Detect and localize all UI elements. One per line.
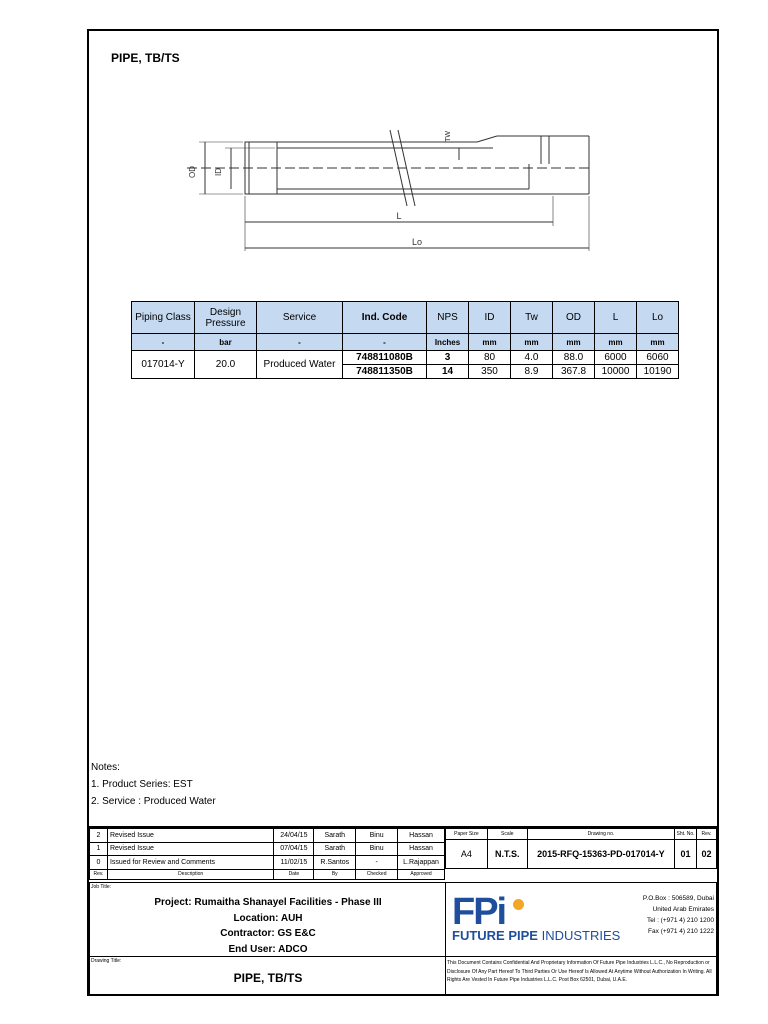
page-title: PIPE, TB/TS <box>111 51 180 65</box>
od-cell: 88.0 <box>553 351 595 365</box>
l-cell: 6000 <box>595 351 637 365</box>
rev-by: Sarath <box>314 829 356 843</box>
id-label: ID <box>214 168 223 176</box>
rev-number: 1 <box>90 842 108 856</box>
od-cell: 367.8 <box>553 365 595 379</box>
rev-approved: L.Rajappan <box>398 856 445 870</box>
spec-table <box>131 301 679 379</box>
project-contractor: Contractor: GS E&C <box>220 928 316 939</box>
id-cell: 350 <box>469 365 511 379</box>
rev-checked: Binu <box>356 829 398 843</box>
header-l: L <box>595 302 637 334</box>
ind-code-cell: 748811080B <box>343 351 427 365</box>
l-label: L <box>396 211 402 221</box>
rev-number: 2 <box>90 829 108 843</box>
rev-value: 02 <box>697 840 717 869</box>
lo-label: Lo <box>411 237 423 247</box>
rev-approved: Hassan <box>398 829 445 843</box>
revision-row <box>90 842 445 856</box>
lo-cell: 10190 <box>637 365 679 379</box>
id-cell: 80 <box>469 351 511 365</box>
note-item: 2. Service : Produced Water <box>91 796 216 807</box>
sheet-info-table <box>445 828 717 869</box>
drawing-title-value: PIPE, TB/TS <box>233 971 303 985</box>
lo-cell: 6060 <box>637 351 679 365</box>
company-box <box>445 882 717 957</box>
notes-heading: Notes: <box>91 762 120 773</box>
rev-description: Revised Issue <box>107 842 273 856</box>
header-service: Service <box>257 302 343 334</box>
paper-size-value: A4 <box>446 840 488 869</box>
paper-size-label: Paper Size <box>446 829 488 840</box>
header-lo: Lo <box>637 302 679 334</box>
spec-header-row <box>132 302 679 334</box>
job-title-label: Job Title: <box>91 884 112 890</box>
address-line: Fax (+971 4) 210 1222 <box>648 928 714 935</box>
company-name-bold: FUTURE PIPE <box>452 928 538 943</box>
unit-cell: - <box>132 334 195 351</box>
rev-description: Issued for Review and Comments <box>107 856 273 870</box>
unit-cell: mm <box>553 334 595 351</box>
project-end-user: End User: ADCO <box>228 943 308 955</box>
pipe-drawing <box>177 126 597 286</box>
rev-by: Sarath <box>314 842 356 856</box>
rev-header: Checked <box>356 869 398 879</box>
drawing-no-value: 2015-RFQ-15363-PD-017014-Y <box>527 840 674 869</box>
revision-row <box>90 829 445 843</box>
sheet-no-label: Sht. No. <box>675 829 697 840</box>
scale-label: Scale <box>487 829 527 840</box>
drawing-title-box <box>89 956 446 996</box>
project-name: Project: Rumaitha Shanayel Facilities - Phase III <box>154 897 382 908</box>
company-name-rest: INDUSTRIES <box>537 928 621 943</box>
rev-label: Rev. <box>697 829 717 840</box>
company-address <box>643 893 714 937</box>
rev-approved: Hassan <box>398 842 445 856</box>
job-title-box <box>89 882 446 957</box>
note-item: 1. Product Series: EST <box>91 779 193 790</box>
revision-header-row <box>90 869 445 879</box>
notes-block <box>91 759 216 810</box>
nps-cell: 3 <box>427 351 469 365</box>
unit-cell: mm <box>637 334 679 351</box>
scale-value: N.T.S. <box>487 840 527 869</box>
header-nps: NPS <box>427 302 469 334</box>
sheet-info-labels <box>446 829 717 840</box>
drawing-no-label: Drawing no. <box>527 829 674 840</box>
revision-table <box>89 828 445 880</box>
unit-cell: Inches <box>427 334 469 351</box>
rev-header: Rev. <box>90 869 108 879</box>
tw-label: TW <box>445 131 452 142</box>
rev-header: Description <box>107 869 273 879</box>
drawing-title-label: Drawing Title: <box>91 958 122 964</box>
header-piping-class: Piping Class <box>132 302 195 334</box>
job-details <box>90 895 446 957</box>
design-pressure-cell: 20.0 <box>195 351 257 379</box>
company-logo <box>452 891 620 943</box>
tw-cell: 4.0 <box>511 351 553 365</box>
rev-header: Approved <box>398 869 445 879</box>
address-line: United Arab Emirates <box>652 906 714 913</box>
unit-cell: bar <box>195 334 257 351</box>
rev-checked: - <box>356 856 398 870</box>
rev-description: Revised Issue <box>107 829 273 843</box>
piping-class-cell: 017014-Y <box>132 351 195 379</box>
l-cell: 10000 <box>595 365 637 379</box>
confidential-notice: This Document Contains Confidential And Proprietary Information Of Future Pipe Industries L.L.C., No Reproduction or Disclosure Of Any Part Hereof To Third Parties Or Use Hereof Is Allowed At Anytime Without Authorization In Writing. All Rights Are Vested In Future Pipe Industries L.L.C. Post Box 62501, Dubai, U.A.E. <box>447 960 712 983</box>
company-name <box>452 928 620 943</box>
rev-by: R.Santos <box>314 856 356 870</box>
header-tw: Tw <box>511 302 553 334</box>
rev-header: Date <box>274 869 314 879</box>
ind-code-cell: 748811350B <box>343 365 427 379</box>
tw-cell: 8.9 <box>511 365 553 379</box>
header-ind-code: Ind. Code <box>343 302 427 334</box>
table-row <box>132 351 679 365</box>
fpi-logo-letters: FPi <box>452 891 506 933</box>
drawing-sheet <box>87 29 719 996</box>
revision-row <box>90 856 445 870</box>
rev-number: 0 <box>90 856 108 870</box>
header-design-pressure: Design Pressure <box>195 302 257 334</box>
logo-dot-icon <box>513 899 524 910</box>
nps-cell: 14 <box>427 365 469 379</box>
service-cell: Produced Water <box>257 351 343 379</box>
project-location: Location: AUH <box>233 912 303 924</box>
unit-cell: mm <box>511 334 553 351</box>
units-row <box>132 334 679 351</box>
header-id: ID <box>469 302 511 334</box>
rev-header: By <box>314 869 356 879</box>
rev-date: 11/02/15 <box>274 856 314 870</box>
sheet-no-value: 01 <box>675 840 697 869</box>
unit-cell: mm <box>595 334 637 351</box>
rev-date: 24/04/15 <box>274 829 314 843</box>
rev-checked: Binu <box>356 842 398 856</box>
rev-date: 07/04/15 <box>274 842 314 856</box>
unit-cell: mm <box>469 334 511 351</box>
sheet-info-values <box>446 840 717 869</box>
header-od: OD <box>553 302 595 334</box>
address-line: P.O.Box : 506589, Dubai <box>642 895 714 902</box>
od-label: OD <box>188 166 197 178</box>
unit-cell: - <box>343 334 427 351</box>
title-block <box>89 826 717 994</box>
address-line: Tel : (+971 4) 210 1200 <box>646 917 714 924</box>
unit-cell: - <box>257 334 343 351</box>
confidential-box <box>445 956 717 996</box>
